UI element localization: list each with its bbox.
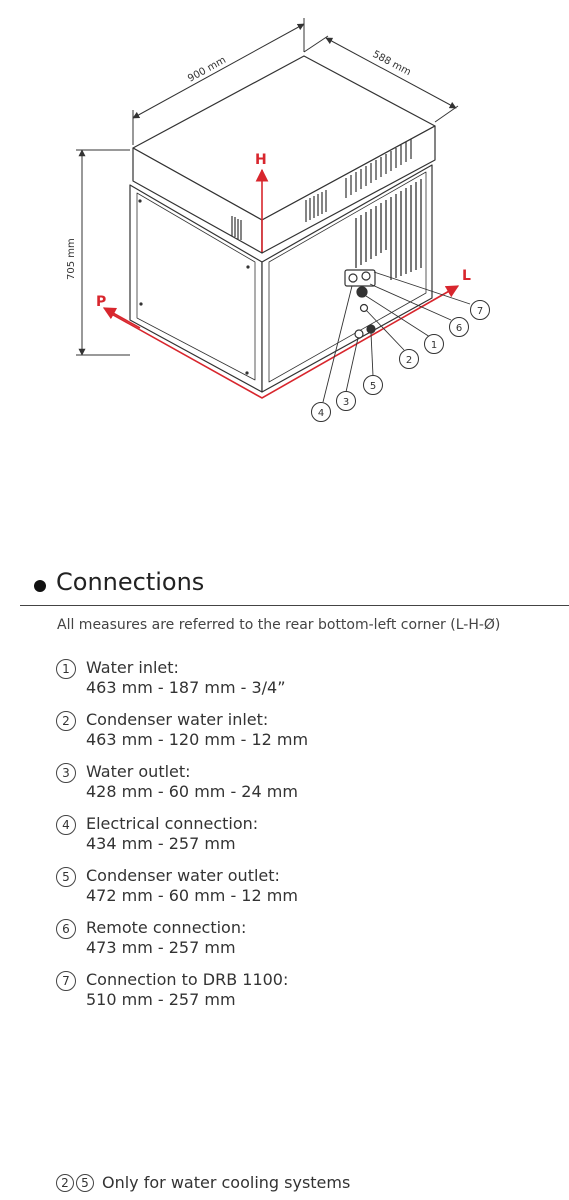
svg-text:6: 6	[455, 323, 463, 334]
svg-text:7: 7	[476, 306, 484, 317]
svg-text:3: 3	[342, 397, 350, 408]
section-subtitle: All measures are referred to the rear bottom-left corner (L-H-Ø)	[57, 617, 501, 633]
connection-values: 472 mm - 60 mm - 12 mm	[86, 886, 298, 905]
item-number-badge: 6	[56, 919, 76, 939]
list-item	[54, 814, 554, 866]
connection-name: Water outlet:	[86, 762, 191, 781]
depth-dimension: 588 mm	[370, 48, 413, 79]
axis-p-label: P	[96, 294, 107, 310]
footnote-number-badge: 5	[76, 1174, 94, 1192]
footnote-number-badge: 2	[56, 1174, 74, 1192]
axis-h-label: H	[255, 152, 267, 168]
list-item	[54, 762, 554, 814]
connection-values: 463 mm - 120 mm - 12 mm	[86, 730, 309, 749]
footnote-text: Only for water cooling systems	[102, 1173, 351, 1192]
item-number-badge: 5	[56, 867, 76, 887]
section-bullet	[34, 580, 46, 592]
callout-4	[312, 403, 331, 422]
connection-name: Condenser water inlet:	[86, 710, 269, 729]
width-dimension: 900 mm	[186, 54, 228, 85]
callout-7	[471, 301, 490, 320]
item-number-badge: 2	[56, 711, 76, 731]
connection-values: 434 mm - 257 mm	[86, 834, 236, 853]
connection-name: Remote connection:	[86, 918, 247, 937]
footnote	[56, 1173, 350, 1195]
section-divider	[20, 605, 569, 606]
item-number-badge: 4	[56, 815, 76, 835]
connection-values: 510 mm - 257 mm	[86, 990, 236, 1009]
height-dimension: 705 mm	[66, 238, 77, 280]
callout-2	[400, 350, 419, 369]
item-number-badge: 7	[56, 971, 76, 991]
connection-name: Connection to DRB 1100:	[86, 970, 289, 989]
svg-text:5: 5	[369, 381, 377, 392]
item-number-badge: 3	[56, 763, 76, 783]
callout-5	[364, 376, 383, 395]
callout-1	[425, 335, 444, 354]
connection-name: Water inlet:	[86, 658, 179, 677]
list-item	[54, 866, 554, 918]
svg-text:2: 2	[405, 355, 413, 366]
svg-text:1: 1	[430, 340, 438, 351]
item-number-badge: 1	[56, 659, 76, 679]
callout-6	[450, 318, 469, 337]
connection-values: 463 mm - 187 mm - 3/4”	[86, 678, 286, 697]
svg-text:4: 4	[317, 408, 325, 419]
connection-values: 473 mm - 257 mm	[86, 938, 236, 957]
connection-name: Condenser water outlet:	[86, 866, 280, 885]
list-item	[54, 710, 554, 762]
callout-3	[337, 392, 356, 411]
list-item	[54, 658, 554, 710]
connection-name: Electrical connection:	[86, 814, 259, 833]
list-item	[54, 970, 554, 1022]
machine-diagram	[0, 0, 569, 440]
axis-l-label: L	[462, 268, 471, 284]
list-item	[54, 918, 554, 970]
connection-values: 428 mm - 60 mm - 24 mm	[86, 782, 298, 801]
section-title: Connections	[56, 568, 205, 596]
connections-list	[54, 658, 554, 1022]
